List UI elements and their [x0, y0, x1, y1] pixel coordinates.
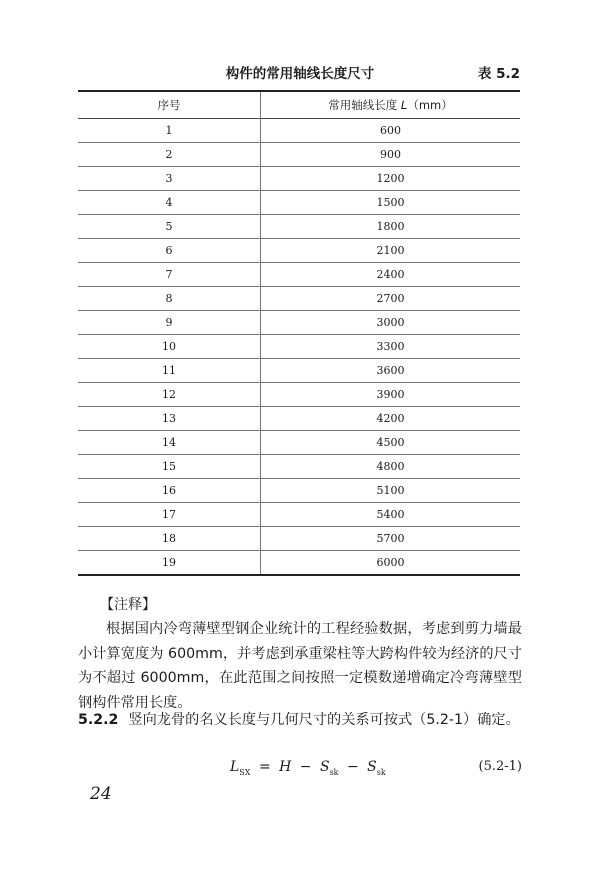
row-length: 3000 [261, 311, 521, 335]
formula-lhs: L [230, 759, 240, 775]
table-row [78, 215, 520, 239]
note-paragraph: 根据国内冷弯薄壁型钢企业统计的工程经验数据，考虑到剪力墙最小计算宽度为 600mm，并考虑到承重梁柱等大跨构件较为经济的尺寸为不超过 6000mm，在此范围之间按照一定模数递增确定冷弯薄壁型钢构件常用长度。 [78, 621, 522, 711]
row-index: 14 [78, 431, 261, 455]
table-row [78, 551, 520, 576]
row-index: 2 [78, 143, 261, 167]
clause-5-2-2 [78, 708, 522, 732]
row-length: 3900 [261, 383, 521, 407]
row-length: 600 [261, 119, 521, 143]
row-index: 13 [78, 407, 261, 431]
table-row [78, 143, 520, 167]
header-length-unit: （mm） [407, 98, 453, 112]
row-length: 6000 [261, 551, 521, 576]
table-row [78, 407, 520, 431]
row-index: 19 [78, 551, 261, 576]
row-index: 6 [78, 239, 261, 263]
table-row [78, 167, 520, 191]
row-index: 1 [78, 119, 261, 143]
row-length: 5400 [261, 503, 521, 527]
formula-s1: S [319, 759, 330, 775]
row-length: 5100 [261, 479, 521, 503]
table-row [78, 359, 520, 383]
table-row [78, 335, 520, 359]
row-index: 17 [78, 503, 261, 527]
table-row [78, 431, 520, 455]
formula-equals: = [258, 759, 271, 775]
row-length: 2400 [261, 263, 521, 287]
header-length-prefix: 常用轴线长度 [328, 98, 401, 112]
formula-lhs-sub: SX [239, 767, 251, 777]
row-index: 5 [78, 215, 261, 239]
formula-s1-sub: sk [329, 767, 339, 777]
row-index: 9 [78, 311, 261, 335]
table-row [78, 527, 520, 551]
table-row [78, 479, 520, 503]
formula-minus-1: − [299, 759, 312, 775]
row-length: 1500 [261, 191, 521, 215]
row-index: 18 [78, 527, 261, 551]
formula-s2-sub: sk [376, 767, 386, 777]
table-row [78, 119, 520, 143]
row-length: 5700 [261, 527, 521, 551]
row-index: 4 [78, 191, 261, 215]
header-length [261, 91, 521, 119]
row-length: 1200 [261, 167, 521, 191]
row-length: 4500 [261, 431, 521, 455]
row-index: 12 [78, 383, 261, 407]
table-header-row [78, 91, 520, 119]
row-index: 8 [78, 287, 261, 311]
table-row [78, 311, 520, 335]
row-length: 4800 [261, 455, 521, 479]
row-index: 7 [78, 263, 261, 287]
header-length-var: L [400, 98, 408, 112]
formula-h: H [279, 759, 292, 775]
formula-5-2-1 [230, 756, 386, 784]
table-caption [80, 62, 520, 86]
row-index: 16 [78, 479, 261, 503]
table-row [78, 287, 520, 311]
table-row [78, 191, 520, 215]
header-index: 序号 [78, 91, 261, 119]
table-row [78, 263, 520, 287]
row-length: 900 [261, 143, 521, 167]
table-row [78, 455, 520, 479]
table-number: 表 5.2 [477, 66, 520, 82]
table-title: 构件的常用轴线长度尺寸 [225, 66, 375, 82]
row-index: 3 [78, 167, 261, 191]
formula-number: (5.2-1) [478, 759, 522, 774]
row-length: 3600 [261, 359, 521, 383]
row-length: 3300 [261, 335, 521, 359]
axis-length-table [78, 90, 520, 576]
table-row [78, 383, 520, 407]
formula-s2: S [367, 759, 377, 775]
row-index: 15 [78, 455, 261, 479]
row-length: 1800 [261, 215, 521, 239]
clause-text: 竖向龙骨的名义长度与几何尺寸的关系可按式（5.2-1）确定。 [128, 712, 520, 728]
row-length: 2100 [261, 239, 521, 263]
page-number: 24 [90, 784, 112, 804]
row-length: 2700 [261, 287, 521, 311]
formula-minus-2: − [346, 759, 359, 775]
note-heading: 【注释】 [100, 597, 156, 613]
row-length: 4200 [261, 407, 521, 431]
row-index: 11 [78, 359, 261, 383]
table-row [78, 239, 520, 263]
table-row [78, 503, 520, 527]
clause-number: 5.2.2 [78, 712, 119, 728]
row-index: 10 [78, 335, 261, 359]
